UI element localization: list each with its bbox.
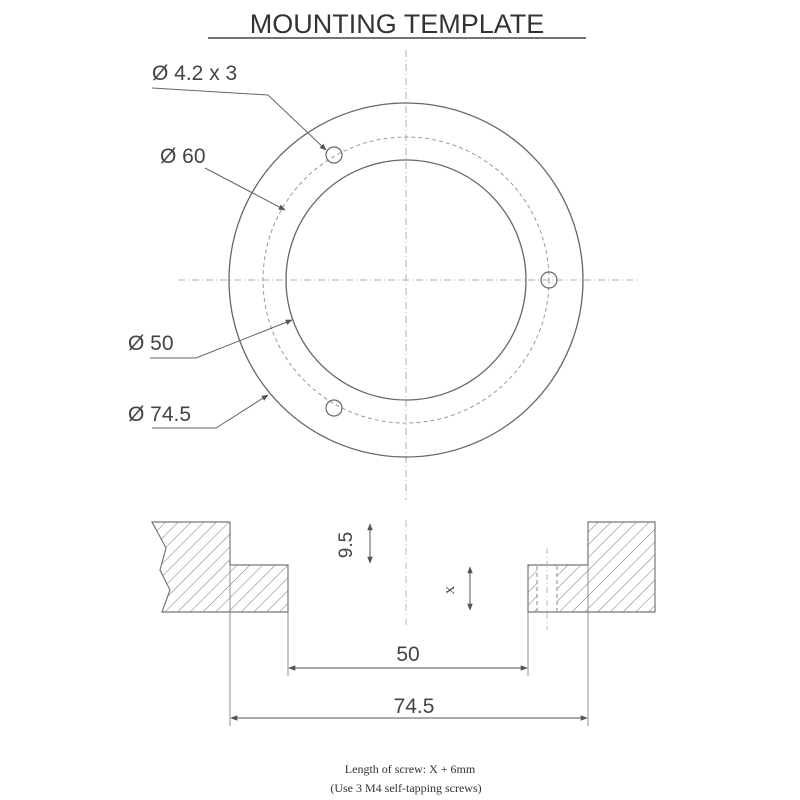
- screw-length-note: Length of screw: X + 6mm: [344, 762, 476, 776]
- top-view: [128, 50, 640, 500]
- pcd-label: Ø 60: [160, 145, 206, 168]
- inner-width-label: 50: [396, 643, 420, 666]
- outer-width-label: 74.5: [393, 695, 435, 718]
- screw-type-note: (Use 3 M4 self-tapping screws): [330, 781, 482, 795]
- left-wall-section: [152, 522, 288, 612]
- depth-label: 9.5: [336, 531, 357, 559]
- screw-var-label: X: [443, 585, 457, 595]
- section-view: [152, 520, 655, 726]
- hole-diameter-label: Ø 4.2 x 3: [152, 62, 238, 85]
- page-title: MOUNTING TEMPLATE: [249, 9, 545, 39]
- screw-hole: [326, 147, 342, 163]
- screw-hole: [326, 400, 342, 416]
- inner-diameter-label: Ø 50: [128, 332, 174, 355]
- outer-diameter-label: Ø 74.5: [128, 403, 192, 426]
- hole-leader: [152, 88, 326, 150]
- pcd-leader: [205, 168, 285, 210]
